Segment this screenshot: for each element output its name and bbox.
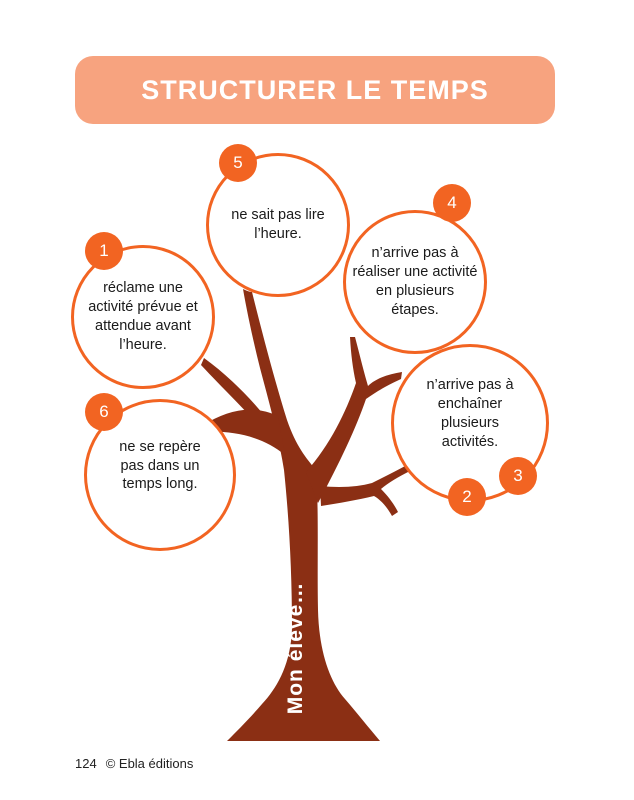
bubble-1-text: réclame une activité prévue et attendue avant l’heure. [88,280,198,353]
page-number: 124 [75,756,97,771]
bubble-4 [343,210,487,354]
badge-5: 5 [219,144,257,182]
page-footer [75,756,193,771]
badge-1: 1 [85,232,123,270]
bubble-2-3-text: n’arrive pas à enchaîner plusieurs activités. [426,377,514,450]
badge-4: 4 [433,184,471,222]
title-banner [75,56,555,124]
bubble-6-text: ne se repère pas dans un temps long. [119,438,201,493]
trunk-label: Mon élève… [284,581,307,715]
badge-6: 6 [85,393,123,431]
copyright-text: © Ebla éditions [105,756,194,771]
badge-2: 2 [448,478,486,516]
badge-3: 3 [499,457,537,495]
bubble-4-text: n’arrive pas à réaliser une activité en plusieurs étapes. [352,245,478,318]
bubble-5-text: ne sait pas lire l’heure. [231,207,325,242]
page-title: STRUCTURER LE TEMPS [141,74,489,105]
